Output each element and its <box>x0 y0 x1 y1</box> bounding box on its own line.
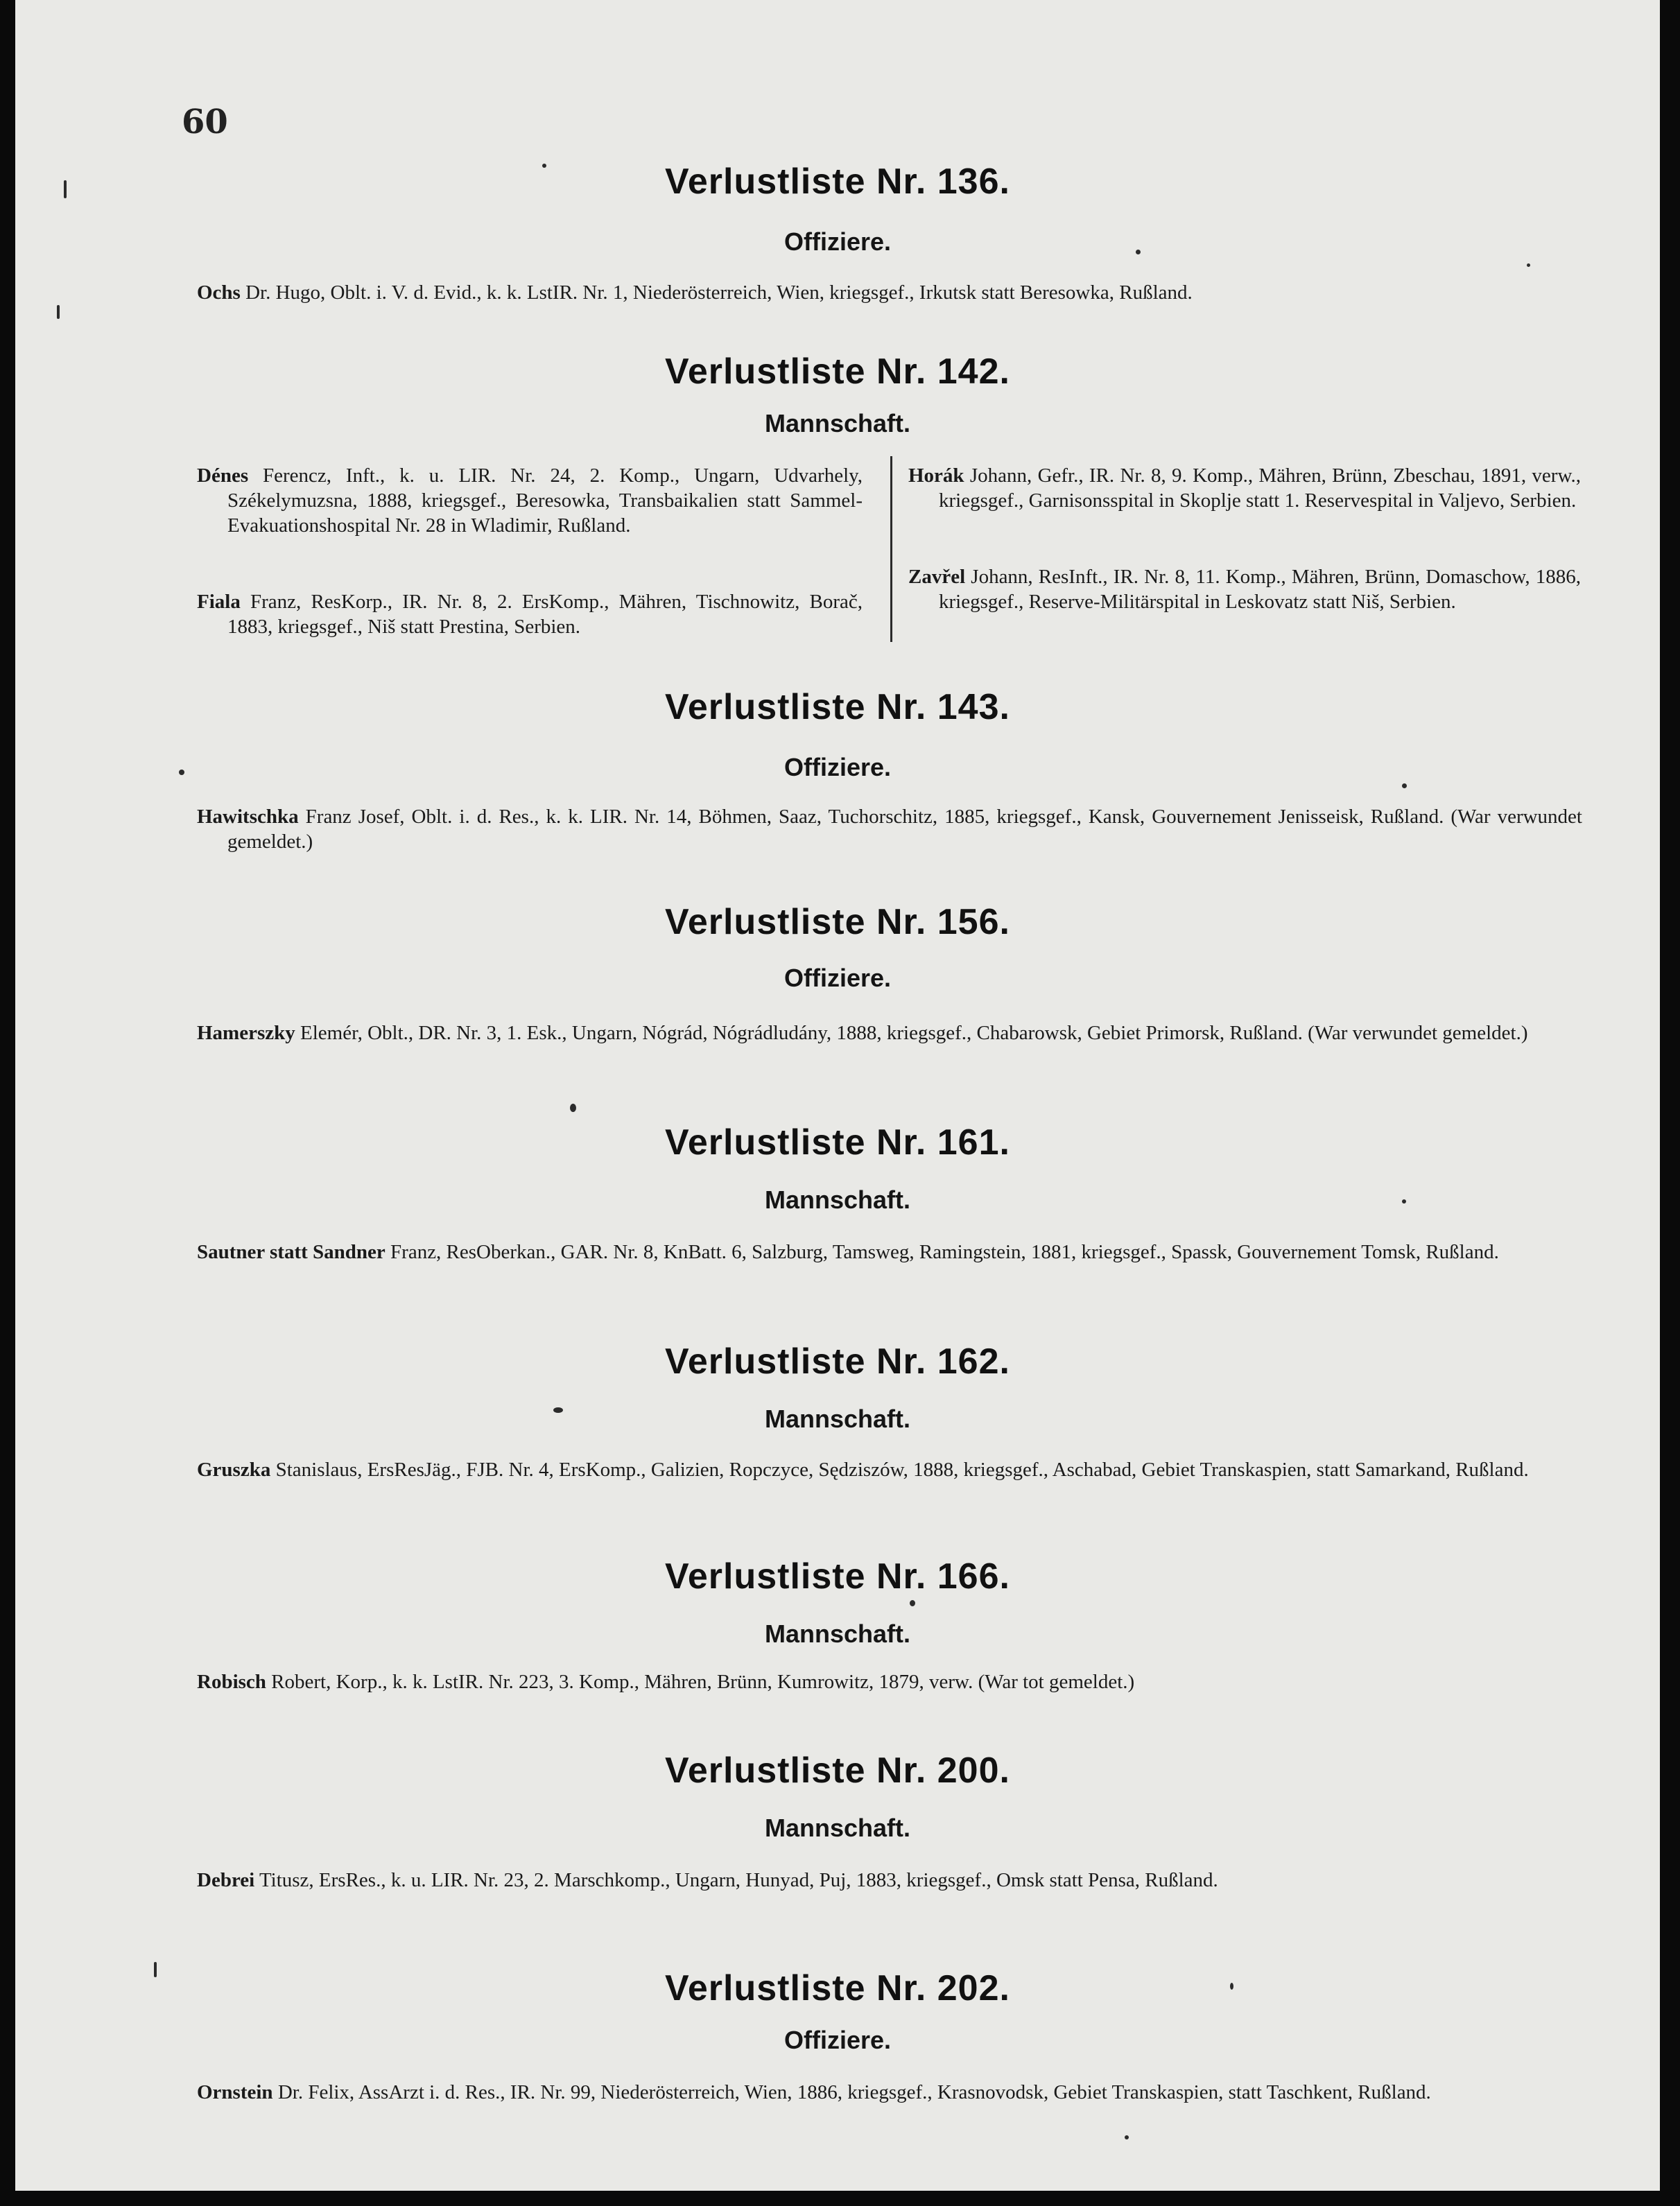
scan-speck <box>1402 783 1407 788</box>
entry-surname: Hamerszky <box>197 1022 295 1044</box>
section-heading-136: Verlustliste Nr. 136. <box>665 162 1010 202</box>
scan-speck <box>542 164 546 168</box>
entry-surname: Sautner statt Sandner <box>197 1241 386 1263</box>
entry-surname: Debrei <box>197 1869 255 1891</box>
scan-speck <box>154 1962 157 1977</box>
entry-details: Dr. Hugo, Oblt. i. V. d. Evid., k. k. LstIR. Nr. 1, Niederösterreich, Wien, kriegsgef., Irkutsk statt Beresowka, Rußland. <box>240 281 1193 304</box>
scan-speck <box>179 770 184 775</box>
section-heading-202: Verlustliste Nr. 202. <box>665 1968 1010 2008</box>
entry-details: Johann, ResInft., IR. Nr. 8, 11. Komp., Mähren, Brünn, Domaschow, 1886, kriegsgef., Reserve-Militärspital in Leskovatz statt Niš, Serbien. <box>939 566 1581 613</box>
document-page <box>15 0 1660 2191</box>
casualty-entry <box>197 1021 1582 1045</box>
entry-details: Franz, ResOberkan., GAR. Nr. 8, KnBatt. 6, Salzburg, Tamsweg, Ramingstein, 1881, kriegsgef., Spassk, Gouvernement Tomsk, Rußland. <box>385 1241 1499 1263</box>
page-number: 60 <box>182 103 228 141</box>
casualty-entry <box>908 564 1581 614</box>
entry-details: Dr. Felix, AssArzt i. d. Res., IR. Nr. 99, Niederösterreich, Wien, 1886, kriegsgef., Krasnovodsk, Gebiet Transkaspien, statt Taschkent, Rußland. <box>272 2081 1431 2103</box>
scan-speck <box>1402 1199 1406 1204</box>
section-heading-142: Verlustliste Nr. 142. <box>665 351 1010 392</box>
entry-details: Franz Josef, Oblt. i. d. Res., k. k. LIR. Nr. 14, Böhmen, Saaz, Tuchorschitz, 1885, kriegsgef., Kansk, Gouvernement Jenisseisk, Rußland. (War verwundet gemeldet.) <box>227 806 1582 853</box>
scan-speck <box>1230 1983 1233 1990</box>
entry-surname: Gruszka <box>197 1459 271 1481</box>
scan-speck <box>1527 263 1530 267</box>
entry-surname: Zavřel <box>908 566 966 588</box>
section-heading-156: Verlustliste Nr. 156. <box>665 902 1010 942</box>
section-heading-200: Verlustliste Nr. 200. <box>665 1751 1010 1791</box>
entry-surname: Fiala <box>197 591 241 613</box>
entry-details: Robert, Korp., k. k. LstIR. Nr. 223, 3. Komp., Mähren, Brünn, Kumrowitz, 1879, verw. (War tot gemeldet.) <box>266 1671 1135 1693</box>
entry-surname: Dénes <box>197 464 249 487</box>
section-category-156: Offiziere. <box>783 964 892 992</box>
entry-surname: Ochs <box>197 281 241 304</box>
scan-speck <box>64 180 67 198</box>
entry-surname: Robisch <box>197 1671 266 1693</box>
section-category-166: Mannschaft. <box>764 1619 911 1648</box>
entry-details: Johann, Gefr., IR. Nr. 8, 9. Komp., Mähren, Brünn, Zbeschau, 1891, verw., kriegsgef., Garnisonsspital in Skoplje statt 1. Reservespital in Valjevo, Serbien. <box>939 464 1581 512</box>
casualty-entry <box>908 463 1581 513</box>
section-category-142: Mannschaft. <box>764 409 911 437</box>
entry-surname: Horák <box>908 464 964 487</box>
entry-details: Elemér, Oblt., DR. Nr. 3, 1. Esk., Ungarn, Nógrád, Nógrádludány, 1888, kriegsgef., Chabarowsk, Gebiet Primorsk, Rußland. (War verwundet gemeldet.) <box>295 1022 1528 1044</box>
section-heading-143: Verlustliste Nr. 143. <box>665 687 1010 727</box>
entry-details: Stanislaus, ErsResJäg., FJB. Nr. 4, ErsKomp., Galizien, Ropczyce, Sędziszów, 1888, kriegsgef., Aschabad, Gebiet Transkaspien, statt Samarkand, Rußland. <box>270 1459 1529 1481</box>
casualty-entry <box>197 1457 1582 1482</box>
scan-speck <box>910 1600 915 1606</box>
scan-speck <box>1136 250 1141 254</box>
casualty-entry <box>197 463 863 538</box>
entry-surname: Ornstein <box>197 2081 273 2103</box>
section-heading-166: Verlustliste Nr. 166. <box>665 1556 1010 1597</box>
section-category-200: Mannschaft. <box>764 1814 911 1842</box>
column-divider <box>890 456 892 642</box>
section-category-162: Mannschaft. <box>764 1405 911 1433</box>
entry-surname: Hawitschka <box>197 806 299 828</box>
scan-speck <box>553 1407 563 1413</box>
casualty-entry <box>197 2080 1582 2105</box>
section-category-136: Offiziere. <box>783 227 892 256</box>
section-heading-162: Verlustliste Nr. 162. <box>665 1341 1010 1382</box>
casualty-entry <box>197 804 1582 854</box>
entry-details: Franz, ResKorp., IR. Nr. 8, 2. ErsKomp., Mähren, Tischnowitz, Borač, 1883, kriegsgef., Niš statt Prestina, Serbien. <box>227 591 863 638</box>
section-category-202: Offiziere. <box>783 2026 892 2054</box>
scan-speck <box>57 305 60 319</box>
casualty-entry <box>197 589 863 639</box>
scan-speck <box>570 1104 576 1112</box>
entry-details: Ferencz, Inft., k. u. LIR. Nr. 24, 2. Komp., Ungarn, Udvarhely, Székelymuzsna, 1888, kriegsgef., Beresowka, Transbaikalien statt Sammel-Evakuationshospital Nr. 28 in Wladimir, Rußland. <box>227 464 863 537</box>
casualty-entry <box>197 1240 1582 1265</box>
casualty-entry <box>197 280 1582 305</box>
section-category-143: Offiziere. <box>783 753 892 781</box>
section-heading-161: Verlustliste Nr. 161. <box>665 1122 1010 1163</box>
casualty-entry <box>197 1868 1582 1893</box>
entry-details: Titusz, ErsRes., k. u. LIR. Nr. 23, 2. Marschkomp., Ungarn, Hunyad, Puj, 1883, kriegsgef., Omsk statt Pensa, Rußland. <box>254 1869 1218 1891</box>
scan-speck <box>1125 2135 1129 2139</box>
casualty-entry <box>197 1669 1582 1694</box>
section-category-161: Mannschaft. <box>764 1185 911 1214</box>
